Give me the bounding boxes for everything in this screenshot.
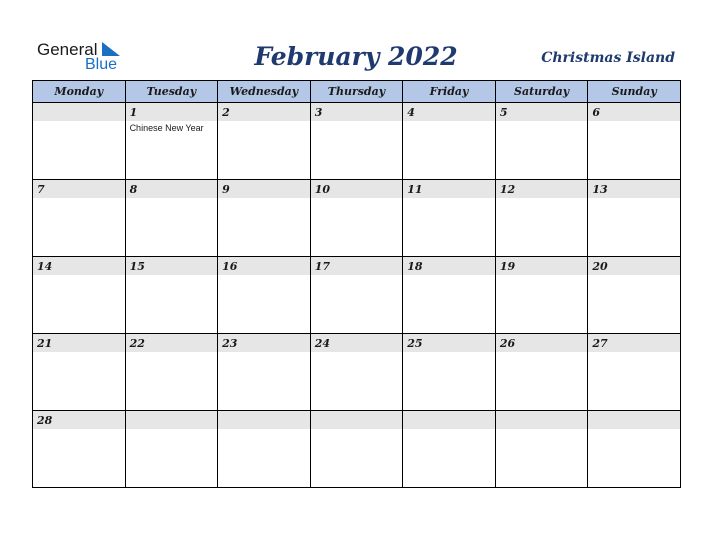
calendar-day-cell <box>218 103 311 180</box>
weekday-header: Tuesday <box>125 81 218 103</box>
day-number: 10 <box>314 183 330 196</box>
calendar-day-cell <box>310 180 403 257</box>
day-number: 26 <box>499 337 516 350</box>
calendar-day-cell <box>310 257 403 334</box>
calendar-day-cell <box>403 103 496 180</box>
calendar-day-cell <box>495 257 588 334</box>
weekday-header-row <box>33 81 681 103</box>
region-label: Christmas Island <box>541 50 675 66</box>
day-number-bar <box>588 103 680 121</box>
calendar-day-cell <box>218 257 311 334</box>
day-number: 19 <box>499 260 516 273</box>
calendar-day-cell <box>495 103 588 180</box>
day-number-bar <box>218 411 310 429</box>
calendar-day-cell <box>33 411 126 488</box>
day-number: 24 <box>314 337 330 350</box>
day-number: 6 <box>592 106 601 119</box>
calendar-week-row <box>33 411 681 488</box>
calendar-day-cell <box>403 180 496 257</box>
weekday-header: Wednesday <box>218 81 311 103</box>
calendar-day-cell <box>310 334 403 411</box>
calendar-day-cell <box>33 334 126 411</box>
logo-text-blue: Blue <box>85 56 118 73</box>
day-number: 5 <box>499 106 508 119</box>
calendar-day-cell <box>218 411 311 488</box>
day-number: 11 <box>407 183 423 196</box>
day-number-bar <box>403 103 495 121</box>
calendar-day-cell <box>33 257 126 334</box>
weekday-header: Thursday <box>310 81 403 103</box>
calendar-day-cell <box>125 257 218 334</box>
calendar-day-cell <box>403 257 496 334</box>
day-number-bar <box>311 103 403 121</box>
weekday-header: Sunday <box>588 81 681 103</box>
day-number: 3 <box>314 106 323 119</box>
calendar-day-cell <box>33 103 126 180</box>
day-number: 9 <box>222 183 230 196</box>
day-number-bar <box>403 411 495 429</box>
day-number-bar <box>33 180 125 198</box>
calendar-week-row <box>33 257 681 334</box>
day-number: 27 <box>592 337 608 350</box>
calendar-day-cell <box>588 257 681 334</box>
calendar-day-cell <box>33 180 126 257</box>
day-number: 14 <box>37 260 53 273</box>
calendar-day-cell <box>125 180 218 257</box>
calendar-day-cell <box>125 334 218 411</box>
calendar-week-row <box>33 103 681 180</box>
day-number: 28 <box>37 414 53 427</box>
calendar-day-cell <box>588 411 681 488</box>
day-number-bar <box>126 411 218 429</box>
calendar-day-cell <box>495 411 588 488</box>
logo-text-general: General <box>37 40 98 59</box>
weekday-header: Saturday <box>495 81 588 103</box>
day-number: 15 <box>129 260 145 273</box>
day-number: 21 <box>37 337 53 350</box>
calendar-day-cell <box>588 334 681 411</box>
day-number: 16 <box>222 260 238 273</box>
day-number: 22 <box>129 337 145 350</box>
calendar-day-cell <box>588 180 681 257</box>
day-number: 20 <box>592 260 608 273</box>
day-number: 13 <box>592 183 608 196</box>
calendar-day-cell <box>495 334 588 411</box>
day-number-bar <box>218 103 310 121</box>
day-number: 12 <box>499 183 516 196</box>
weekday-header: Friday <box>403 81 496 103</box>
calendar-day-cell <box>495 180 588 257</box>
day-number: 7 <box>37 183 45 196</box>
calendar-day-cell <box>218 334 311 411</box>
calendar-day-cell <box>218 180 311 257</box>
calendar-grid <box>32 80 681 488</box>
calendar-title: February 2022 <box>254 42 458 71</box>
calendar-day-cell <box>403 411 496 488</box>
day-number: 25 <box>407 337 423 350</box>
day-number: 1 <box>129 106 138 119</box>
calendar-day-cell <box>125 103 218 180</box>
calendar-day-cell <box>310 411 403 488</box>
day-number: 18 <box>407 260 423 273</box>
weekday-header: Monday <box>33 81 126 103</box>
day-number: 8 <box>129 183 138 196</box>
calendar-day-cell <box>588 103 681 180</box>
day-number-bar <box>33 103 125 121</box>
day-number-bar <box>496 103 588 121</box>
day-number-bar <box>218 180 310 198</box>
day-number-bar <box>126 103 218 121</box>
calendar-day-cell <box>125 411 218 488</box>
day-number-bar <box>496 411 588 429</box>
day-number: 23 <box>222 337 238 350</box>
calendar-day-cell <box>310 103 403 180</box>
day-number-bar <box>126 180 218 198</box>
day-number-bar <box>588 411 680 429</box>
calendar-week-row <box>33 180 681 257</box>
day-number: 17 <box>314 260 330 273</box>
day-number: 2 <box>222 106 230 119</box>
calendar-day-cell <box>403 334 496 411</box>
day-number: 4 <box>407 106 415 119</box>
calendar-week-row <box>33 334 681 411</box>
day-number-bar <box>311 411 403 429</box>
holiday-label: Chinese New Year <box>129 123 204 133</box>
